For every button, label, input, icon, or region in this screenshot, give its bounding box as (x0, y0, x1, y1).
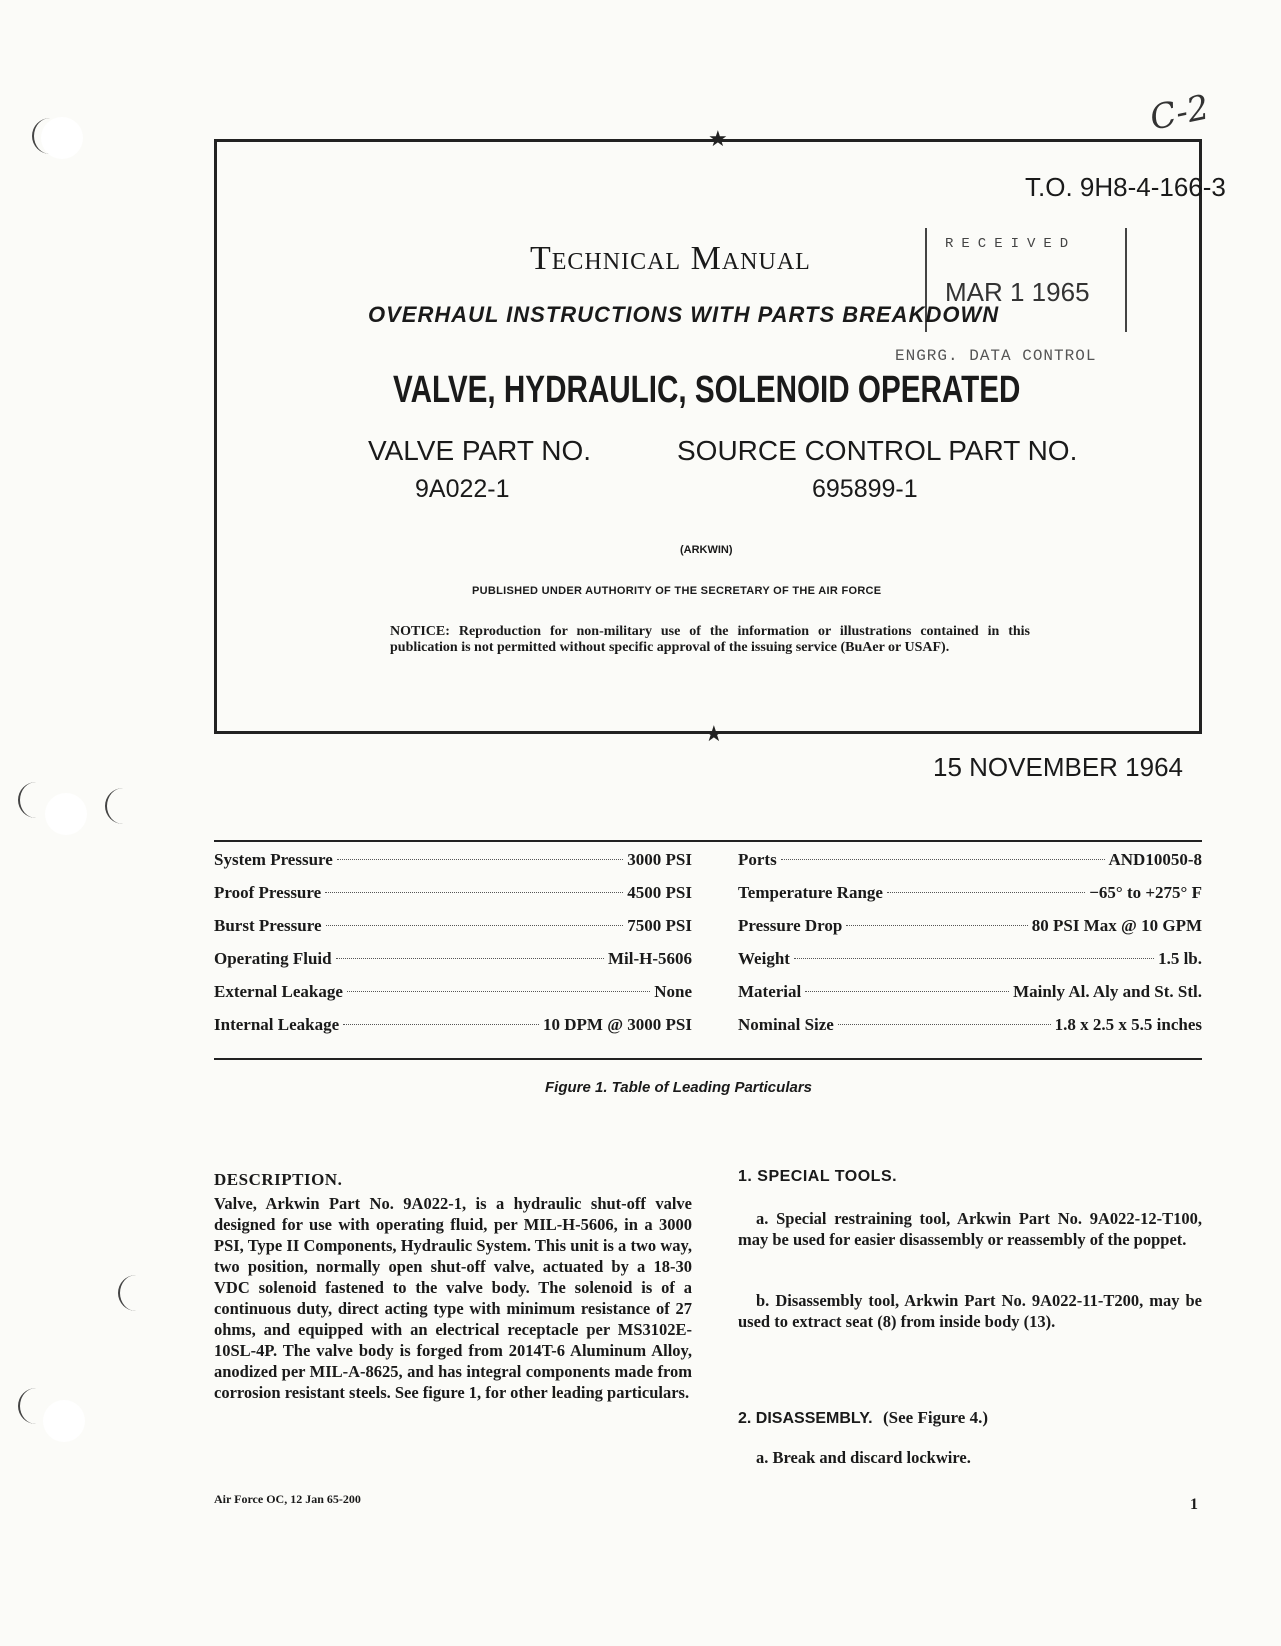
to-number: T.O. 9H8-4-166-3 (1025, 172, 1226, 202)
binder-mark (18, 1388, 40, 1424)
table-bottom-rule (214, 1058, 1202, 1060)
particular-row (214, 981, 692, 1003)
star-icon: ★ (704, 721, 724, 746)
particular-label: External Leakage (214, 982, 343, 1001)
binder-hole (43, 1400, 85, 1442)
item-title: VALVE, HYDRAULIC, SOLENOID OPERATED (393, 369, 1021, 411)
particular-value: 80 PSI Max @ 10 GPM (1031, 916, 1202, 935)
authority-line: PUBLISHED UNDER AUTHORITY OF THE SECRETARY OF THE AIR FORCE (472, 585, 882, 597)
page-number: 1 (1190, 1496, 1198, 1513)
disassembly-item-a: a. Break and discard lockwire. (756, 1448, 971, 1467)
binder-mark (118, 1275, 140, 1311)
particular-row (738, 849, 1202, 871)
disassembly-ref: (See Figure 4.) (883, 1408, 988, 1427)
particular-row (214, 948, 692, 970)
valve-part-number: 9A022-1 (415, 475, 510, 503)
particular-row (738, 1014, 1202, 1036)
special-tools-item-a: a. Special restraining tool, Arkwin Part No. 9A022-12-T100, may be used for easier disassembly or reassembly of the poppet. (738, 1209, 1202, 1249)
special-tools-heading: 1. SPECIAL TOOLS. (738, 1168, 898, 1185)
particular-value: AND10050-8 (1108, 850, 1202, 869)
particular-row (214, 1014, 692, 1036)
particular-row (738, 948, 1202, 970)
particular-label: Burst Pressure (214, 916, 322, 935)
stamp-date: MAR 1 1965 (945, 277, 1090, 307)
particular-label: Ports (738, 850, 777, 869)
stamp-control-text: ENGRG. DATA CONTROL (895, 347, 1097, 365)
particular-value: 1.5 lb. (1158, 949, 1202, 968)
binder-mark (18, 782, 40, 818)
particular-label: Pressure Drop (738, 916, 843, 935)
particular-value: 4500 PSI (627, 883, 692, 902)
particular-value: Mil-H-5606 (607, 949, 692, 968)
manual-title: Technical Manual (530, 240, 811, 277)
particular-value: −65° to +275° F (1089, 883, 1202, 902)
particular-value: 1.8 x 2.5 x 5.5 inches (1054, 1015, 1202, 1034)
source-part-label: SOURCE CONTROL PART NO. (677, 435, 1078, 466)
particular-label: Nominal Size (738, 1015, 834, 1034)
particular-value: 7500 PSI (627, 916, 692, 935)
particular-value: Mainly Al. Aly and St. Stl. (1013, 982, 1202, 1001)
star-icon: ★ (708, 126, 728, 151)
particular-label: Weight (738, 949, 790, 968)
binder-mark (105, 788, 127, 824)
particular-row (214, 849, 692, 871)
notice-text: NOTICE: Reproduction for non-military use of the information or illustrations contained in this publication is not permitted without specific approval of the issuing service (BuAer or USAF). (390, 624, 1030, 655)
valve-part-label: VALVE PART NO. (368, 435, 592, 466)
special-tools-item-b: b. Disassembly tool, Arkwin Part No. 9A022-11-T200, may be used to extract seat (8) from inside body (13). (738, 1291, 1202, 1331)
disassembly-heading: 2. DISASSEMBLY. (738, 1410, 873, 1427)
print-info: Air Force OC, 12 Jan 65-200 (214, 1492, 361, 1506)
stamp-received-text: RECEIVED (945, 236, 1077, 252)
manual-subtitle: OVERHAUL INSTRUCTIONS WITH PARTS BREAKDOWN (368, 302, 1000, 327)
particular-value: 10 DPM @ 3000 PSI (543, 1015, 692, 1034)
disassembly-heading-line (738, 1408, 988, 1428)
particular-label: Proof Pressure (214, 883, 322, 902)
particular-label: Internal Leakage (214, 1015, 340, 1034)
binder-hole (41, 117, 83, 159)
particular-label: Operating Fluid (214, 949, 332, 968)
particular-row (738, 882, 1202, 904)
manufacturer: (ARKWIN) (680, 544, 733, 556)
particular-row (214, 882, 692, 904)
table-top-rule (214, 840, 1202, 842)
particular-label: Temperature Range (738, 883, 883, 902)
particular-row (738, 981, 1202, 1003)
description-heading: DESCRIPTION. (214, 1170, 343, 1189)
handwritten-note: C-2 (1146, 87, 1213, 139)
particular-row (738, 915, 1202, 937)
publication-date: 15 NOVEMBER 1964 (933, 752, 1184, 782)
source-part-number: 695899-1 (812, 475, 918, 503)
particular-value: None (654, 982, 692, 1001)
particular-value: 3000 PSI (627, 850, 692, 869)
particular-row (214, 915, 692, 937)
description-text: Valve, Arkwin Part No. 9A022-1, is a hydraulic shut-off valve designed for use with operating fluid, per MIL-H-5606, in a 3000 PSI, Type II Components, Hydraulic System. This unit is a two way, two position, normally open shut-off valve, actuated by a 18-30 VDC solenoid fastened to the valve body. The solenoid is of a continuous duty, direct acting type with minimum resistance of 27 ohms, and equipped with an electrical receptacle per MS3102E-10SL-4P. The valve body is forged from 2014T-6 Aluminum Alloy, anodized per MIL-A-8625, and has integral components made from corrosion resistant steels. See figure 1, for other leading particulars. (214, 1194, 692, 1402)
particular-label: Material (738, 982, 802, 1001)
figure-caption: Figure 1. Table of Leading Particulars (545, 1079, 813, 1096)
particular-label: System Pressure (214, 850, 333, 869)
binder-hole (45, 793, 87, 835)
